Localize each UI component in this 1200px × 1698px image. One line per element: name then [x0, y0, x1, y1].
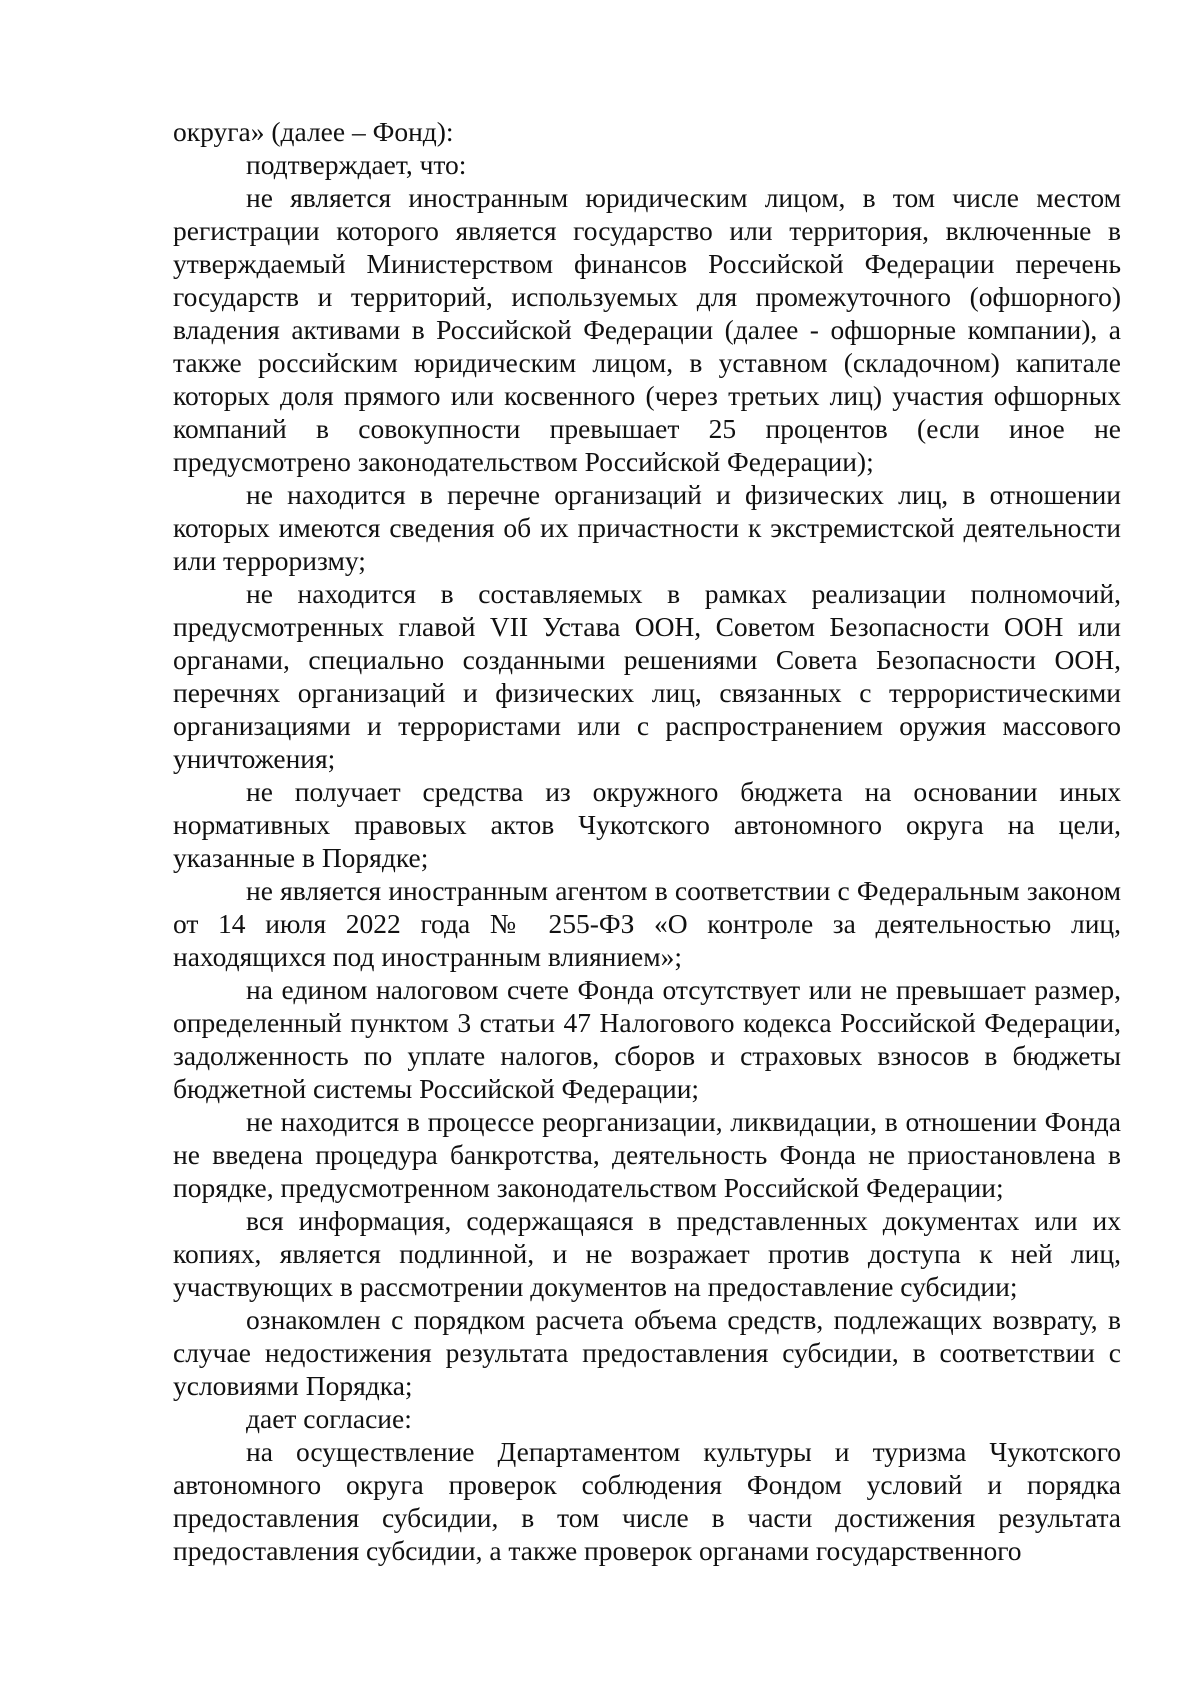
paragraph-not-reorganizing: не находится в процессе реорганизации, ликвидации, в отношении Фонда не введена процедура банкротства, деятельность Фонда не приостановлена в порядке, предусмотренном законодательством Российской Федерации;: [173, 1106, 1121, 1203]
paragraph-no-other-funds: не получает средства из окружного бюджета на основании иных нормативных правовых актов Чукотского автономного округа на цели, указанные в Порядке;: [173, 776, 1121, 873]
paragraph-continuation: округа» (далее – Фонд):: [173, 116, 454, 147]
paragraph-consent-inspections: на осуществление Департаментом культуры и туризма Чукотского автономного округа проверок соблюдения Фондом условий и порядка предоставления субсидии, в том числе в части достижения результата предоставления субсидии, а также проверок органами государственного: [173, 1436, 1121, 1566]
paragraph-confirms: подтверждает, что:: [246, 149, 467, 180]
paragraph-not-extremism-list: не находится в перечне организаций и физических лиц, в отношении которых имеются сведения об их причастности к экстремистской деятельности или терроризму;: [173, 479, 1121, 576]
paragraph-familiar-with-refund: ознакомлен с порядком расчета объема средств, подлежащих возврату, в случае недостижения результата предоставления субсидии, в соответствии с условиями Порядка;: [173, 1304, 1121, 1401]
paragraph-not-foreign-entity: не является иностранным юридическим лицом, в том числе местом регистрации которого является государство или территория, включенные в утверждаемый Министерством финансов Российской Федерации перечень государств и территорий, используемых для промежуточного (офшорного) владения активами в Российской Федерации (далее - офшорные компании), а также российским юридическим лицом, в уставном (складочном) капитале которых доля прямого или косвенного (через третьих лиц) участия офшорных компаний в совокупности превышает 25 процентов (если иное не предусмотрено законодательством Российской Федерации);: [173, 182, 1121, 477]
paragraph-not-foreign-agent: не является иностранным агентом в соответствии с Федеральным законом от 14 июля 2022 года № 255-ФЗ «О контроле за деятельностью лиц, находящихся под иностранным влиянием»;: [173, 875, 1121, 972]
paragraph-no-tax-debt: на едином налоговом счете Фонда отсутствует или не превышает размер, определенный пунктом 3 статьи 47 Налогового кодекса Российской Федерации, задолженность по уплате налогов, сборов и страховых взносов в бюджеты бюджетной системы Российской Федерации;: [173, 974, 1121, 1104]
paragraph-gives-consent: дает согласие:: [246, 1403, 412, 1434]
paragraph-not-un-list: не находится в составляемых в рамках реализации полномочий, предусмотренных главой VII Устава ООН, Советом Безопасности ООН или органами, специально созданными решениями Совета Безопасности ООН, перечнях организаций и физических лиц, связанных с террористическими организациями и террористами или с распространением оружия массового уничтожения;: [173, 578, 1121, 774]
document-body: [173, 115, 1121, 1567]
paragraph-information-genuine: вся информация, содержащаяся в представленных документах или их копиях, является подлинной, и не возражает против доступа к ней лиц, участвующих в рассмотрении документов на предоставление субсидии;: [173, 1205, 1121, 1302]
